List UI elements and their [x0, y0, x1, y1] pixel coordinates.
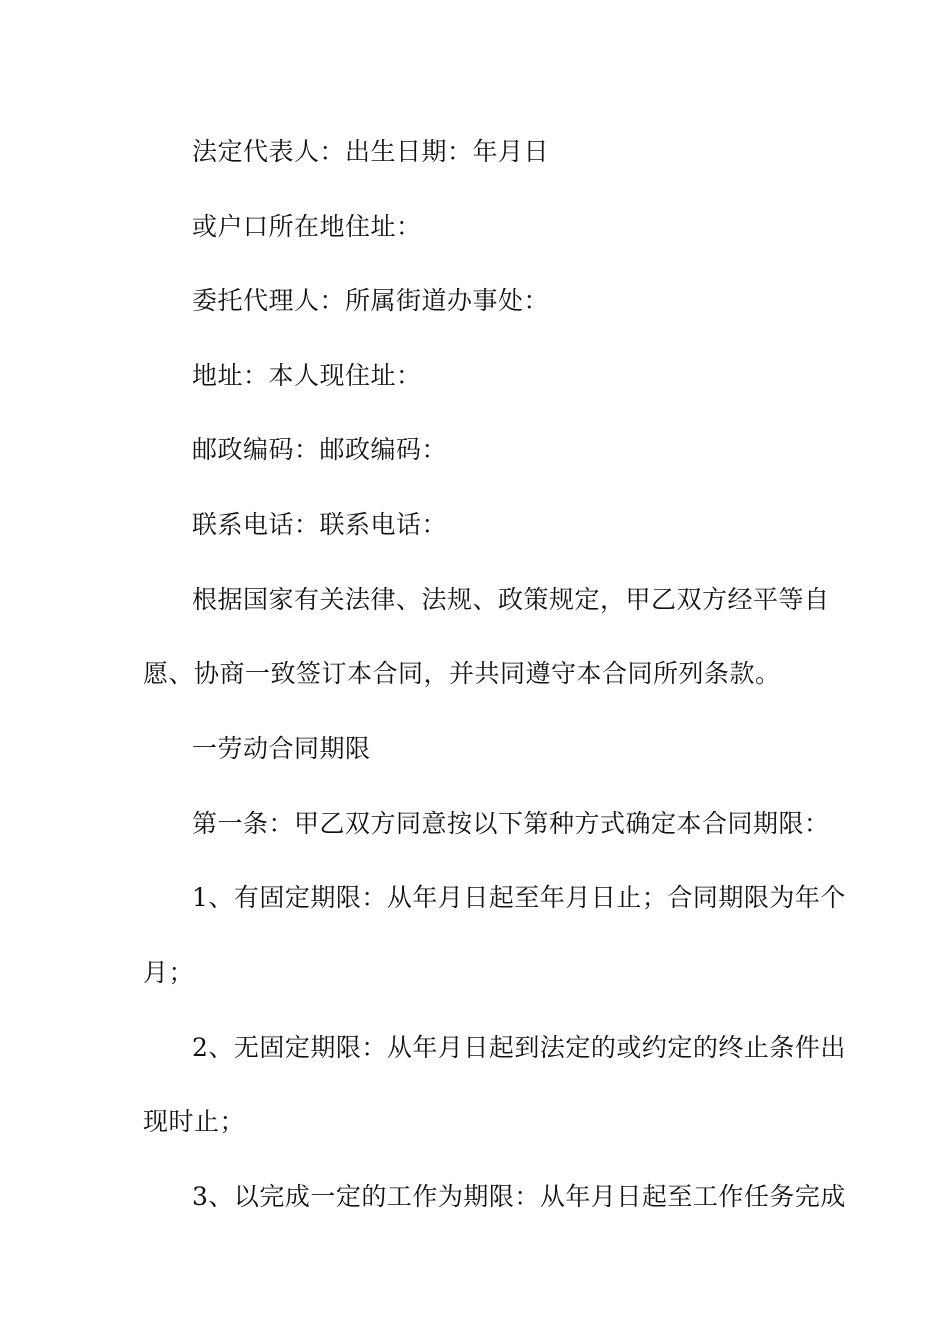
paragraph-authorized-agent: 委托代理人：所属街道办事处： [192, 286, 550, 315]
paragraph-household-address: 或户口所在地住址： [192, 212, 422, 241]
paragraph-preamble-line-1: 根据国家有关法律、法规、政策规定，甲乙双方经平等自 [192, 585, 830, 614]
paragraph-postal-code: 邮政编码：邮政编码： [192, 435, 448, 464]
item-open-term-line-1: 2、无固定期限：从年月日起到法定的或约定的终止条件出 [192, 1033, 846, 1062]
item-fixed-term-line-2: 月； [143, 958, 195, 987]
item-fixed-term-line-1: 1、有固定期限：从年月日起至年月日止；合同期限为年个 [192, 883, 846, 912]
paragraph-legal-representative: 法定代表人：出生日期：年月日 [192, 137, 550, 166]
section-heading-contract-term: 一劳动合同期限 [192, 734, 371, 763]
paragraph-phone: 联系电话：联系电话： [192, 510, 448, 539]
item-open-term-line-2: 现时止； [143, 1107, 246, 1136]
article-one: 第一条：甲乙双方同意按以下第种方式确定本合同期限： [192, 809, 830, 838]
paragraph-address: 地址：本人现住址： [192, 361, 422, 390]
item-task-term-line-1: 3、以完成一定的工作为期限：从年月日起至工作任务完成 [192, 1182, 846, 1211]
paragraph-preamble-line-2: 愿、协商一致签订本合同，并共同遵守本合同所列条款。 [143, 659, 781, 688]
